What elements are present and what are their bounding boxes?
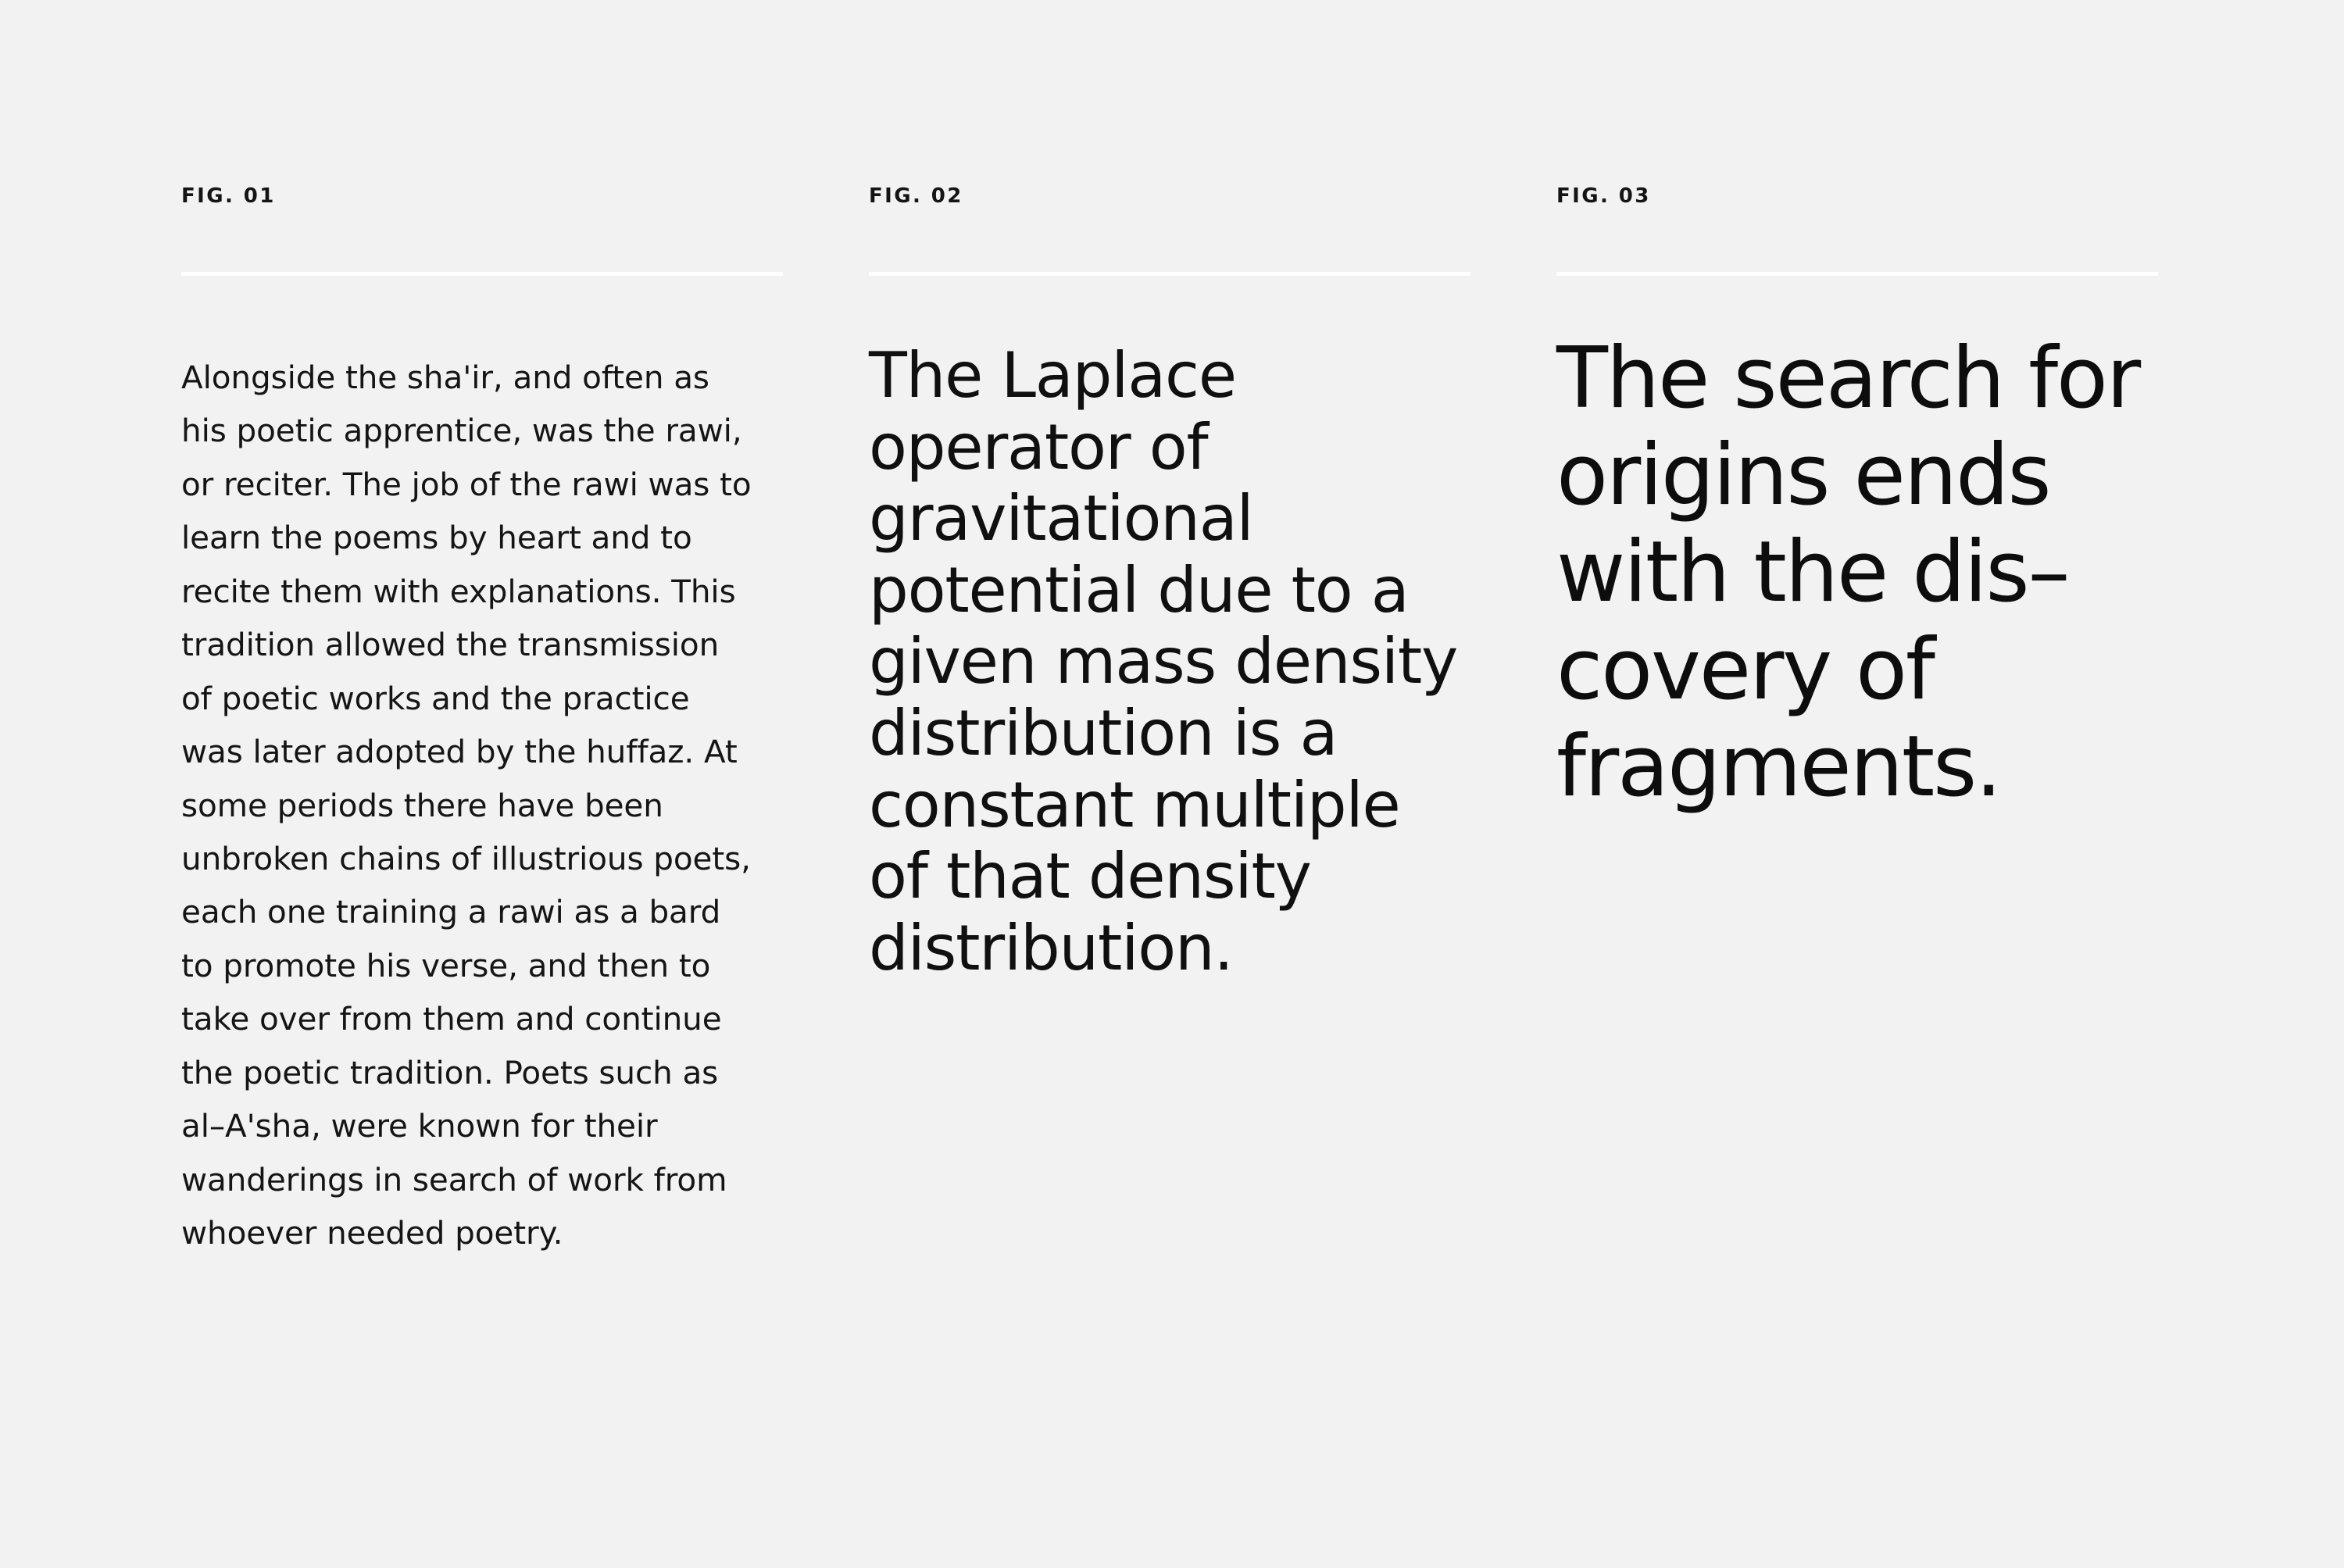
- column-label-fig-03: FIG. 03: [1556, 184, 1651, 208]
- column-body-fig-02: The Laplace operator of gravitational potential due to a given mass density distribution is a constant multiple of that density distribution.: [869, 339, 1458, 984]
- column-rule-fig-01: [181, 272, 783, 276]
- column-label-fig-01: FIG. 01: [181, 184, 276, 208]
- column-rule-fig-02: [869, 272, 1470, 276]
- column-body-fig-01: Alongside the sha'ir, and often as his poetic apprentice, was the rawi, or reciter. The job of the rawi was to learn the poems by heart and to recite them with explanations. This tradition allowed the transmission of poetic works and the practice was later adopted by the huffaz. At some periods there have been unbroken chains of illustrious poets, each one training a rawi as a bard to promote his verse, and then to take over from them and continue the poetic tradition. Poets such as al–A'sha, were known for their wanderings in search of work from whoever needed poetry.: [181, 359, 752, 1252]
- column-fig-03: [1556, 186, 2158, 1568]
- column-fig-02: [869, 186, 1470, 1568]
- column-fig-01: [181, 186, 783, 1568]
- column-label-fig-02: FIG. 02: [869, 184, 963, 208]
- column-rule-fig-03: [1556, 272, 2158, 276]
- column-body-fig-03: The search for origins ends with the dis–covery of fragments.: [1556, 330, 2139, 816]
- columns-container: [181, 186, 2228, 1568]
